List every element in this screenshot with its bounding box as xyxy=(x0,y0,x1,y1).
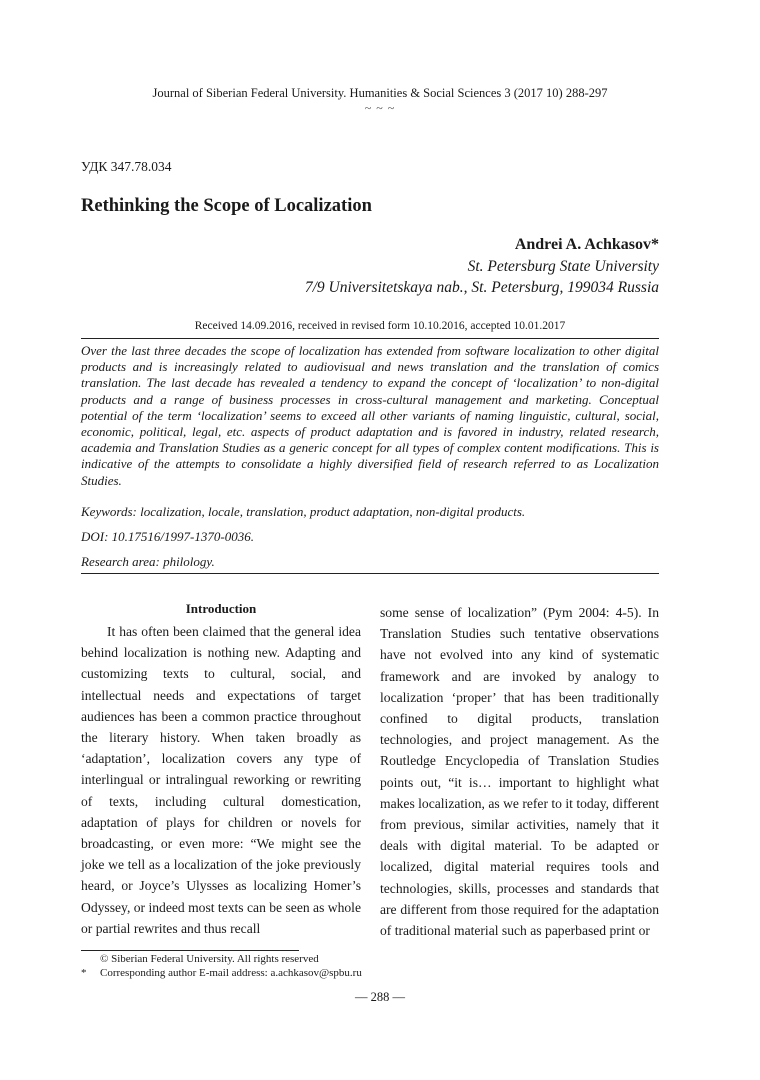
page-number: — 288 — xyxy=(355,990,405,1004)
header-ornament: ~ ~ ~ xyxy=(364,101,396,115)
copyright-footnote: © Siberian Federal University. All rights reserved xyxy=(100,953,319,965)
section-heading: Introduction xyxy=(185,601,257,616)
abstract-bottom-rule xyxy=(81,573,659,574)
body-paragraph: some sense of localization” (Pym 2004: 4-5). In Translation Studies such tentative observations have not evolved into any kind of systematic framework and are invoked by analogy to localization ‘proper’ that has been traditionally confined to digital products, translation technologies, and project management. As the Routledge Encyclopedia of Translation Studies points out, “it is… important to highlight what makes localization, as we refer to it today, different from previous, similar activities, namely that it deals with digital material. To be adapted or localized, digital material requires tools and technologies, skills, processes and standards that are different from those required for the adaptation of traditional material such as paperbased print or xyxy=(380,605,659,939)
doi: DOI: 10.17516/1997-1370-0036. xyxy=(81,529,254,544)
article-title: Rethinking the Scope of Localization xyxy=(81,196,372,216)
corresponding-email: Corresponding author E-mail address: a.achkasov@spbu.ru xyxy=(100,967,362,979)
corresponding-footnote xyxy=(81,967,362,979)
author-affiliation: St. Petersburg State University xyxy=(467,258,659,275)
udk-code: УДК 347.78.034 xyxy=(81,159,172,174)
author-name: Andrei A. Achkasov* xyxy=(514,236,659,253)
research-area: Research area: philology. xyxy=(81,554,215,569)
body-paragraph: It has often been claimed that the general idea behind localization is nothing new. Adapting and customizing texts to cultural, social, and intellectual needs and expectations of target audiences has been a common practice throughout the literary history. When taken broadly as ‘adaptation’, localization covers any type of interlingual or intralingual reworking or rewriting of texts, including cultural domestication, adaptation of plays for children or novels for broadcasting, or even more: “We might see the joke we tell as a localization of the joke previously heard, or Joyce’s Ulysses as localizing Homer’s Odyssey, or indeed most texts can be seen as whole or partial rewrites and thus recall xyxy=(81,624,361,936)
left-column xyxy=(81,601,361,939)
abstract-top-rule xyxy=(81,338,659,339)
footnote-marker: * xyxy=(81,967,87,979)
received-dates: Received 14.09.2016, received in revised form 10.10.2016, accepted 10.01.2017 xyxy=(194,320,566,332)
journal-header: Journal of Siberian Federal University. Humanities & Social Sciences 3 (2017 10) 288-297 xyxy=(152,86,608,100)
keywords: Keywords: localization, locale, translation, product adaptation, non-digital products. xyxy=(81,504,526,519)
right-column xyxy=(380,602,659,941)
footnote-rule xyxy=(81,950,299,951)
abstract: Over the last three decades the scope of localization has extended from software localization to other digital products and is increasingly related to audiovisual and news translation and the translation of comics translation. The last decade has revealed a tendency to expand the concept of ‘localization’ to non-digital products and a range of business processes in cross-cultural management and marketing. Conceptual potential of the term ‘localization’ seems to exceed all other variants of naming linguistic, cultural, social, economic, political, legal, etc. aspects of product adaptation and is favored in industry, related research, academia and Translation Studies as a generic concept for all types of complex content modifications. This is indicative of the attempts to consolidate a highly diversified field of research referred to as Localization Studies. xyxy=(81,343,659,488)
author-address: 7/9 Universitetskaya nab., St. Petersburg, 199034 Russia xyxy=(304,279,659,296)
